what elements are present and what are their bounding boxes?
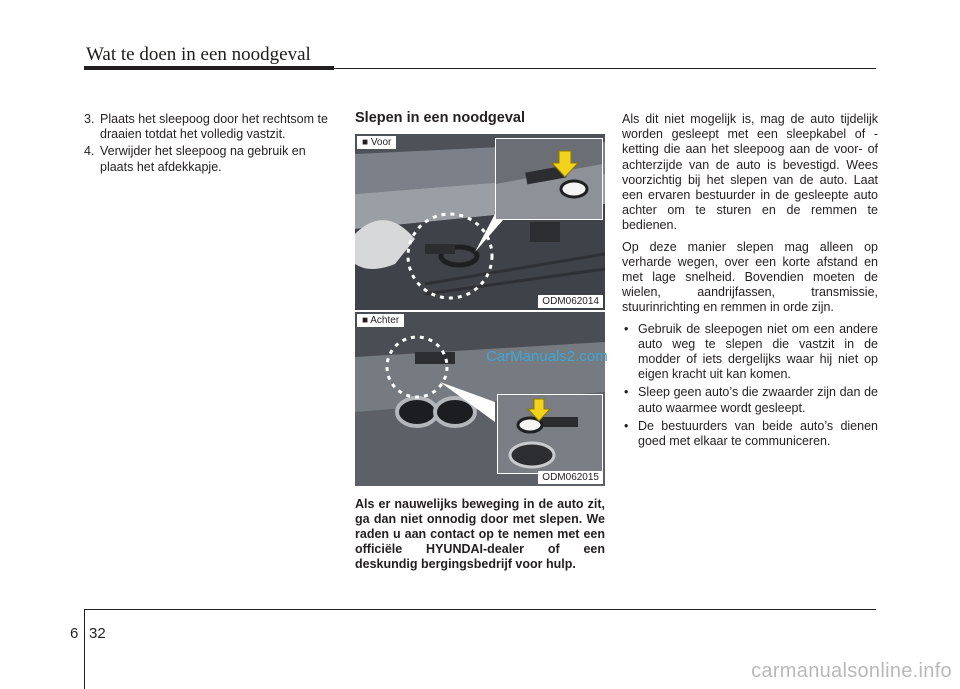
bullet-icon: • <box>624 385 629 400</box>
body-paragraph: Op deze manier slepen mag alleen op verharde wegen, over een korte afstand en met lage snelheid. Bovendien moeten de wielen, aandrijfassen, transmissie, stuurinrichting en remmen in orde zijn. <box>622 239 878 315</box>
bullet-item <box>622 385 878 415</box>
bullet-text: Gebruik de sleepogen niet om een andere auto weg te slepen die vastzit in de modder of iets dergelijks waar hij niet op eigen kracht uit kan komen. <box>638 321 878 382</box>
body-paragraph: Als dit niet mogelijk is, mag de auto tijdelijk worden gesleept met een sleepkabel of -ketting die aan het sleepoog aan de voor- of achterzijde van de auto is bevestigd. Wees voorzichtig bij het slepen van de auto. Laat een ervaren bestuurder in de gesleepte auto achter om te sturen en de remmen te bedienen. <box>622 112 878 233</box>
bullet-item <box>622 419 878 449</box>
header-rule-thick <box>84 66 334 70</box>
footer-rule <box>84 609 876 610</box>
page-header-title: Wat te doen in een noodgeval <box>86 44 311 65</box>
front-detail-illustration <box>496 139 602 219</box>
footer-vertical-rule <box>84 609 85 689</box>
bullet-icon: • <box>624 418 629 433</box>
step-text: Verwijder het sleepoog na gebruik en plaats het afdekkapje. <box>100 144 306 174</box>
figure-code-front: ODM062014 <box>538 295 603 308</box>
header-rule-thin <box>334 68 876 69</box>
bullet-text: De bestuurders van beide auto’s dienen goed met elkaar te communiceren. <box>638 418 878 449</box>
right-column <box>622 112 878 452</box>
rear-tow-hook-figure <box>355 312 605 486</box>
chapter-number: 6 <box>70 625 79 642</box>
step-number: 3. <box>84 112 95 126</box>
left-column <box>84 112 334 177</box>
step-text: Plaats het sleepoog door het rechtsom te draaien totdat het volledig vastzit. <box>100 112 328 142</box>
site-watermark: carmanualsonline.info <box>751 660 952 682</box>
rear-detail-inset <box>497 394 603 474</box>
bullet-item <box>622 322 878 383</box>
front-tow-hook-figure <box>355 134 605 310</box>
section-title: Slepen in een noodgeval <box>355 110 526 126</box>
figure-label-rear: ■ Achter <box>357 314 404 327</box>
figure-label-front: ■ Voor <box>357 136 396 149</box>
page-number: 32 <box>89 625 106 642</box>
warning-paragraph: Als er nauwelijks beweging in de auto zit, ga dan niet onnodig door met slepen. We raden u aan contact op te nemen met een officiële HYUNDAI-dealer of een deskundig bergingsbedrijf voor hulp. <box>355 497 605 571</box>
carmanuals-watermark: CarManuals2.com <box>486 348 608 365</box>
bullet-icon: • <box>624 321 629 336</box>
step-item <box>84 144 334 174</box>
rear-detail-illustration <box>498 395 602 473</box>
figure-code-rear: ODM062015 <box>538 471 603 484</box>
front-detail-inset <box>495 138 603 220</box>
bullet-text: Sleep geen auto’s die zwaarder zijn dan de auto waarmee wordt gesleept. <box>638 385 878 415</box>
step-number: 4. <box>84 144 95 159</box>
step-item <box>84 112 334 142</box>
